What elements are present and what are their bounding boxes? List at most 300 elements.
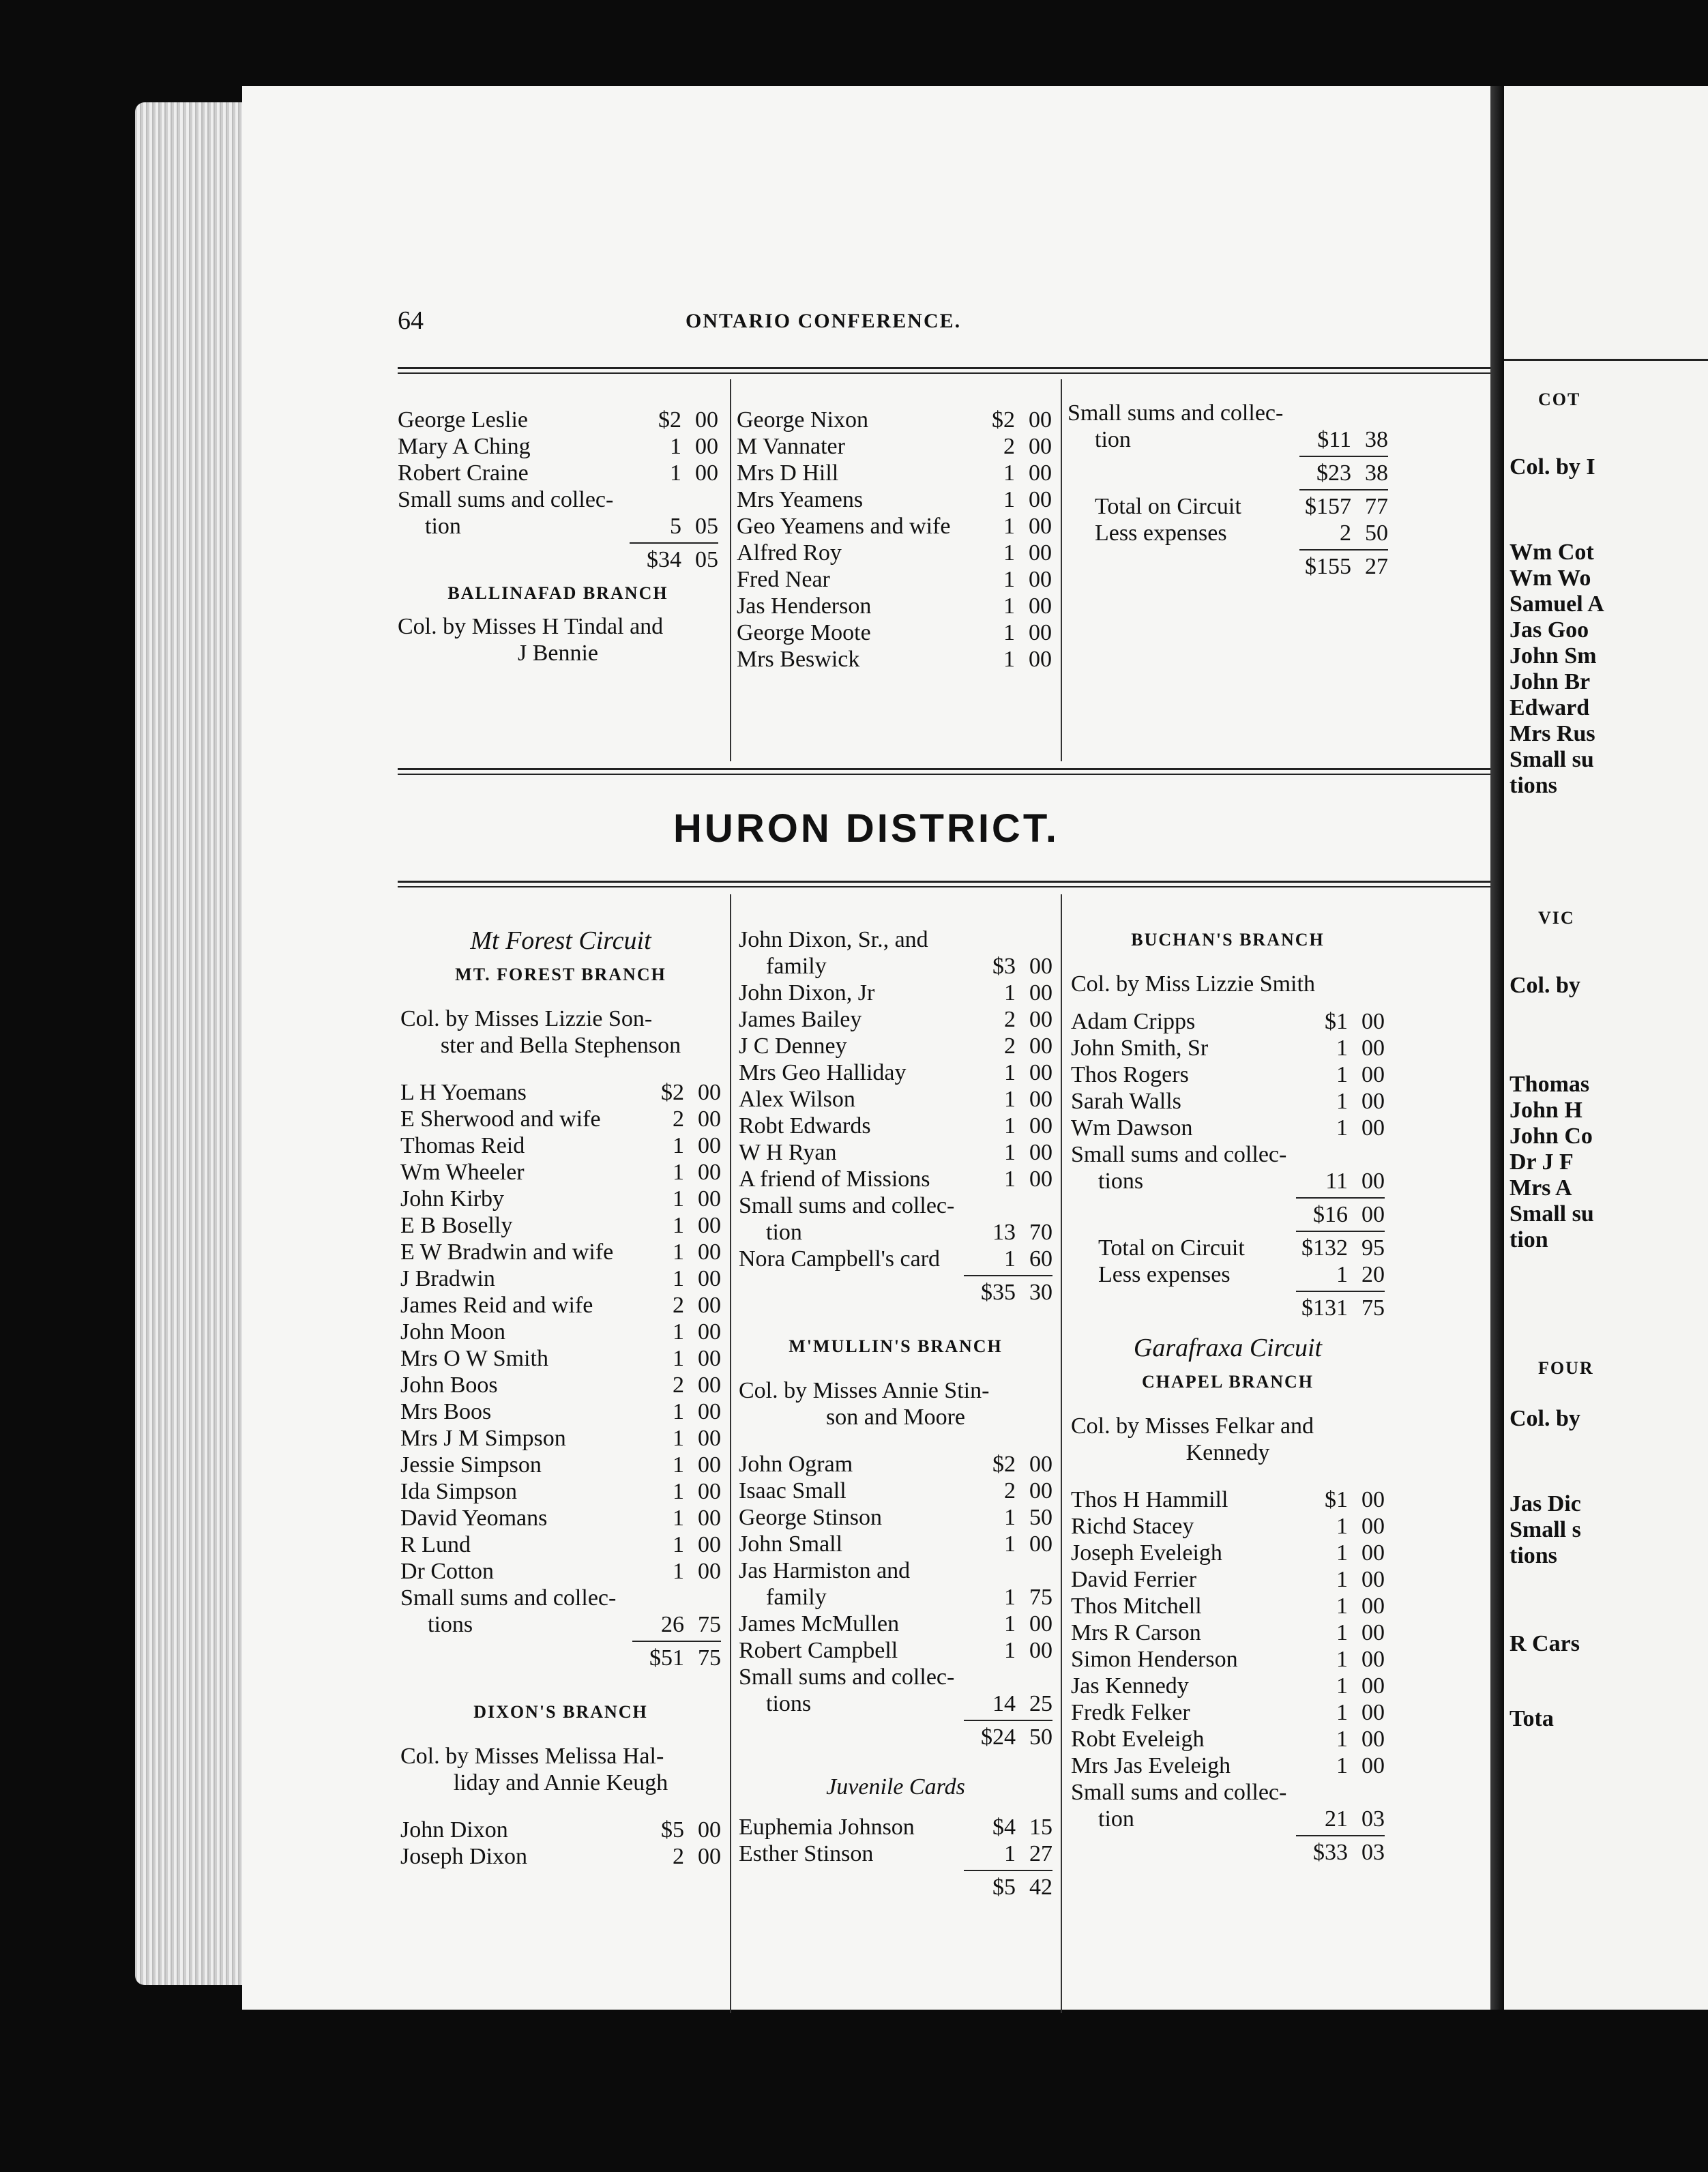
contributor-name: Mrs R Carson <box>1071 1620 1201 1645</box>
entry-line <box>739 1113 1052 1139</box>
amount-dollars: 1 <box>1336 1647 1348 1672</box>
contributor-name: James Bailey <box>739 1007 862 1032</box>
less-expenses: Less expenses 1 20 <box>1098 1262 1385 1287</box>
facing-page-text: Mrs A <box>1510 1175 1572 1201</box>
amount-dollars: 1 <box>1336 1700 1348 1725</box>
contributor-name: George Leslie <box>398 407 529 432</box>
entry-line <box>1071 1673 1385 1699</box>
amount-cents: 00 <box>1029 434 1052 459</box>
amount-dollars: 1 <box>1004 1166 1016 1192</box>
entry-line <box>400 1817 721 1843</box>
circuit-total: Total on Circuit $132 95 <box>1098 1235 1385 1261</box>
amount-cents: 00 <box>698 1186 721 1212</box>
small-sums-line: Small sums and collec- <box>1068 400 1284 426</box>
amount-cents: 00 <box>1361 1115 1385 1141</box>
contributor-name: Jas Kennedy <box>1071 1673 1189 1699</box>
entry-line <box>398 460 718 486</box>
facing-page-text: Col. by <box>1510 1406 1580 1431</box>
amount-cents: 00 <box>1029 487 1052 512</box>
contributor-name: Geo Yeamens and wife <box>737 514 951 539</box>
amount-cents: 00 <box>1361 1062 1385 1087</box>
entry-line <box>737 486 1052 513</box>
entry-line <box>739 1139 1052 1166</box>
facing-page-text: John Br <box>1510 669 1591 694</box>
amount-dollars: 1 <box>1003 540 1015 566</box>
amount-dollars: 1 <box>1003 487 1015 512</box>
entry-line <box>1071 1035 1385 1061</box>
entry-line: John Dixon, Sr., and <box>739 927 928 952</box>
amount-cents: 50 <box>1029 1505 1052 1530</box>
contributor-name: David Yeomans <box>400 1506 548 1531</box>
amount-dollars: $1 <box>1325 1487 1348 1512</box>
entry-line <box>1071 1540 1385 1566</box>
entry-line: Nora Campbell's card 1 60 <box>739 1246 1052 1272</box>
entry-line <box>739 1451 1052 1478</box>
branch-total: $51 75 <box>649 1645 721 1671</box>
total-rule <box>964 1870 1052 1871</box>
entry-line <box>1071 1486 1385 1513</box>
amount-dollars: 1 <box>673 1479 684 1504</box>
amount-dollars: $2 <box>992 407 1015 432</box>
running-head: ONTARIO CONFERENCE. <box>686 310 962 332</box>
amount-cents: 00 <box>1029 1113 1052 1139</box>
top-column-1 <box>398 407 718 666</box>
amount-dollars: $2 <box>992 1452 1016 1477</box>
amount-cents: 00 <box>698 1844 721 1869</box>
facing-page-text: Mrs Rus <box>1510 721 1595 746</box>
contributor-name: Mrs Yeamens <box>737 487 864 512</box>
collector-line: Col. by Misses Annie Stin- <box>739 1378 990 1403</box>
small-sums-line: tions 26 75 <box>428 1612 721 1637</box>
less-expenses: Less expenses 2 50 <box>1095 520 1388 546</box>
entry-line <box>1071 1646 1385 1673</box>
entry-line <box>400 1106 721 1132</box>
contributor-name: Mary A Ching <box>398 434 531 459</box>
amount-dollars: 1 <box>670 460 681 486</box>
amount-cents: 00 <box>698 1160 721 1185</box>
amount-dollars: 1 <box>673 1239 684 1265</box>
collector-line: Col. by Misses H Tindal and <box>398 614 664 639</box>
facing-page-text: Small su <box>1510 747 1594 772</box>
entry-line <box>400 1319 721 1345</box>
contributor-name: Mrs Boos <box>400 1399 492 1424</box>
contributor-name: James McMullen <box>739 1611 900 1637</box>
small-sums-line: Small sums and collec- <box>739 1664 955 1690</box>
contributor-name: J Bradwin <box>400 1266 495 1291</box>
amount-dollars: 1 <box>673 1399 684 1424</box>
contributor-name: M Vannater <box>737 434 845 459</box>
small-sums-line: Small sums and collec- <box>1071 1780 1287 1805</box>
contributor-name: John Boos <box>400 1373 498 1398</box>
page-number: 64 <box>398 306 424 335</box>
amount-cents: 00 <box>698 1506 721 1531</box>
amount-cents: 00 <box>1361 1514 1385 1539</box>
amount-dollars: 1 <box>1004 1087 1016 1112</box>
contributor-name: Thomas Reid <box>400 1133 525 1158</box>
amount-dollars: 1 <box>673 1506 684 1531</box>
entry-line <box>400 1079 721 1106</box>
amount-dollars: $2 <box>658 407 681 432</box>
district-title: HURON DISTRICT. <box>673 806 1059 851</box>
amount-dollars: 1 <box>1336 1594 1348 1619</box>
total-rule <box>1299 456 1388 457</box>
entry-line <box>400 1531 721 1558</box>
contributor-name: Mrs Beswick <box>737 647 860 672</box>
contributor-name: Wm Wheeler <box>400 1160 525 1185</box>
collector-line: ster and Bella Stephenson <box>440 1033 681 1058</box>
amount-cents: 00 <box>1361 1673 1385 1699</box>
amount-cents: 00 <box>1361 1487 1385 1512</box>
contributor-name: John Dixon, Jr <box>739 980 875 1006</box>
branch-total: $34 05 <box>647 547 718 572</box>
amount-dollars: 1 <box>673 1133 684 1158</box>
amount-dollars: 1 <box>1004 1113 1016 1139</box>
entry-line <box>400 1505 721 1531</box>
amount-cents: 00 <box>1361 1540 1385 1566</box>
total-rule <box>964 1720 1052 1721</box>
entry-line <box>400 1398 721 1425</box>
amount-cents: 00 <box>698 1266 721 1291</box>
entry-line <box>1071 1566 1385 1593</box>
total-rule <box>1299 489 1388 490</box>
amount-cents: 00 <box>1029 1611 1052 1637</box>
entry-line <box>737 540 1052 566</box>
amount-dollars: 2 <box>673 1106 684 1132</box>
facing-page-text: Col. by I <box>1510 454 1595 480</box>
contributor-name: John Ogram <box>739 1452 853 1477</box>
facing-page-text: Jas Dic <box>1510 1491 1581 1516</box>
header-rule <box>1504 359 1708 361</box>
small-sums-line: tion 13 70 <box>766 1220 1052 1245</box>
top-column-2 <box>737 407 1052 673</box>
amount-cents: 00 <box>1361 1647 1385 1672</box>
facing-page-text: John Co <box>1510 1124 1593 1149</box>
circuit-total: Total on Circuit $157 77 <box>1095 494 1388 519</box>
contributor-name: L H Yoemans <box>400 1080 527 1105</box>
contributor-name: Fred Near <box>737 567 830 592</box>
amount-cents: 00 <box>698 1080 721 1105</box>
entry-line <box>739 1086 1052 1113</box>
total-rule <box>964 1275 1052 1276</box>
amount-dollars: 1 <box>1336 1620 1348 1645</box>
amount-dollars: 2 <box>673 1373 684 1398</box>
subtotal: $16 00 <box>1313 1202 1385 1227</box>
circuit-heading: Mt Forest Circuit <box>470 926 651 955</box>
contributor-name: Joseph Eveleigh <box>1071 1540 1222 1566</box>
amount-dollars: 1 <box>1004 1140 1016 1165</box>
amount-cents: 00 <box>698 1293 721 1318</box>
entry-line: family $3 00 <box>766 954 1052 979</box>
branch-heading: MT. FOREST BRANCH <box>455 965 666 984</box>
contributor-name: George Moote <box>737 620 871 645</box>
entry-line <box>1071 1699 1385 1726</box>
collector-line: Col. by Misses Melissa Hal- <box>400 1744 664 1769</box>
page-edge-stack <box>135 102 251 1985</box>
branch-total: $5 42 <box>992 1875 1052 1900</box>
entry-line <box>400 1159 721 1186</box>
amount-dollars: 1 <box>673 1346 684 1371</box>
amount-cents: 00 <box>1361 1594 1385 1619</box>
subtotal: $23 38 <box>1316 460 1388 486</box>
contributor-name: E W Bradwin and wife <box>400 1239 614 1265</box>
contributor-name: R Lund <box>400 1532 471 1557</box>
entry-line <box>739 1478 1052 1504</box>
amount-dollars: 2 <box>1004 1007 1016 1032</box>
contributor-name: Sarah Walls <box>1071 1089 1181 1114</box>
total-rule <box>1296 1835 1385 1836</box>
amount-cents: 00 <box>698 1532 721 1557</box>
section-heading: Juvenile Cards <box>826 1774 965 1800</box>
column-divider <box>1061 379 1062 761</box>
contributor-name: Mrs J M Simpson <box>400 1426 566 1451</box>
entry-line <box>400 1212 721 1239</box>
contributor-name: John Small <box>739 1531 843 1557</box>
facing-page-text: Tota <box>1510 1706 1554 1731</box>
contributor-name: Jas Henderson <box>737 593 872 619</box>
facing-page-text: Small su <box>1510 1201 1594 1227</box>
entry-line <box>400 1558 721 1585</box>
total-rule <box>1296 1197 1385 1199</box>
amount-dollars: 1 <box>1336 1753 1348 1778</box>
amount-dollars: 1 <box>1004 1638 1016 1663</box>
contributor-name: Mrs Jas Eveleigh <box>1071 1753 1231 1778</box>
entry-line <box>739 1814 1052 1840</box>
total-rule <box>630 542 718 544</box>
contributor-name: Richd Stacey <box>1071 1514 1194 1539</box>
amount-dollars: 1 <box>1003 620 1015 645</box>
amount-cents: 00 <box>1361 1727 1385 1752</box>
entry-line <box>1071 1619 1385 1646</box>
entry-line <box>1071 1593 1385 1619</box>
total-rule <box>632 1641 721 1642</box>
facing-page-text: tions <box>1510 1543 1557 1568</box>
contributor-name: James Reid and wife <box>400 1293 593 1318</box>
entry-line <box>400 1345 721 1372</box>
collector-line: Col. by Misses Lizzie Son- <box>400 1006 653 1031</box>
entry-line <box>398 433 718 460</box>
entry-line <box>737 646 1052 673</box>
entry-line <box>737 566 1052 593</box>
entry-line <box>400 1425 721 1452</box>
contributor-name: Dr Cotton <box>400 1559 494 1584</box>
amount-cents: 00 <box>698 1373 721 1398</box>
entry-line <box>737 460 1052 486</box>
amount-dollars: 1 <box>1004 1505 1016 1530</box>
amount-dollars: 1 <box>1004 1841 1016 1866</box>
contributor-name: Fredk Felker <box>1071 1700 1190 1725</box>
amount-dollars: 1 <box>1003 647 1015 672</box>
facing-page-text: John H <box>1510 1098 1582 1123</box>
entry-line <box>1071 1008 1385 1035</box>
facing-page-text: FOUR <box>1538 1358 1594 1378</box>
branch-heading: DIXON'S BRANCH <box>473 1702 648 1722</box>
amount-cents: 00 <box>1029 1166 1052 1192</box>
amount-cents: 00 <box>1361 1700 1385 1725</box>
entry-line <box>400 1452 721 1478</box>
amount-cents: 00 <box>698 1426 721 1451</box>
amount-cents: 00 <box>698 1817 721 1843</box>
entry-line <box>1071 1088 1385 1115</box>
entry-line <box>739 1006 1052 1033</box>
contributor-name: Robert Campbell <box>739 1638 898 1663</box>
contributor-name: George Stinson <box>739 1505 882 1530</box>
entry-line: family 1 75 <box>766 1585 1052 1610</box>
branch-heading: M'MULLIN'S BRANCH <box>789 1336 1003 1356</box>
entry-line <box>739 1166 1052 1192</box>
amount-cents: 00 <box>698 1133 721 1158</box>
collector-line: Col. by Miss Lizzie Smith <box>1071 971 1315 997</box>
amount-cents: 00 <box>1029 567 1052 592</box>
amount-cents: 00 <box>695 407 718 432</box>
contributor-name: Robert Craine <box>398 460 529 486</box>
facing-page-text: Samuel A <box>1510 591 1604 617</box>
amount-cents: 00 <box>698 1559 721 1584</box>
contributor-name: Thos Mitchell <box>1071 1594 1202 1619</box>
entry-line <box>400 1132 721 1159</box>
entry-line <box>1071 1726 1385 1752</box>
contributor-name: Joseph Dixon <box>400 1844 528 1869</box>
amount-cents: 00 <box>1029 1478 1052 1503</box>
amount-dollars: 1 <box>1336 1115 1348 1141</box>
amount-dollars: 1 <box>673 1532 684 1557</box>
entry-line <box>739 1637 1052 1664</box>
section-rule <box>398 768 1619 770</box>
small-sums-line: tion $11 38 <box>1095 427 1388 452</box>
amount-cents: 00 <box>1029 1638 1052 1663</box>
facing-page-text: Jas Goo <box>1510 617 1589 643</box>
amount-cents: 00 <box>698 1479 721 1504</box>
amount-cents: 27 <box>1029 1841 1052 1866</box>
entry-line <box>400 1292 721 1319</box>
branch-total: $33 03 <box>1313 1840 1385 1865</box>
section-rule <box>398 881 1619 883</box>
amount-dollars: 1 <box>1336 1567 1348 1592</box>
amount-dollars: 1 <box>1336 1673 1348 1699</box>
amount-dollars: $2 <box>661 1080 684 1105</box>
amount-cents: 00 <box>1361 1567 1385 1592</box>
entry-line <box>1071 1752 1385 1779</box>
contributor-name: Wm Dawson <box>1071 1115 1193 1141</box>
small-sums-line: tions 14 25 <box>766 1691 1052 1716</box>
facing-page-text: Small s <box>1510 1517 1581 1542</box>
amount-dollars: 1 <box>1336 1727 1348 1752</box>
small-sums-line: Small sums and collec- <box>1071 1142 1287 1167</box>
small-sums-line: tions 11 00 <box>1098 1169 1385 1194</box>
amount-dollars: 1 <box>1003 567 1015 592</box>
amount-cents: 00 <box>1029 980 1052 1006</box>
amount-cents: 00 <box>698 1213 721 1238</box>
contributor-name: John Moon <box>400 1319 505 1345</box>
entry-line <box>739 1033 1052 1059</box>
amount-dollars: $5 <box>661 1817 684 1843</box>
amount-dollars: 1 <box>1336 1062 1348 1087</box>
amount-dollars: 1 <box>673 1559 684 1584</box>
amount-cents: 00 <box>698 1239 721 1265</box>
total-rule <box>1296 1231 1385 1232</box>
amount-dollars: 1 <box>1003 514 1015 539</box>
left-column <box>400 925 721 1870</box>
column-divider <box>730 379 731 761</box>
entry-line <box>737 593 1052 619</box>
branch-heading: CHAPEL BRANCH <box>1141 1372 1314 1392</box>
amount-cents: 00 <box>1361 1620 1385 1645</box>
contributor-name: John Kirby <box>400 1186 505 1212</box>
contributor-name: J C Denney <box>739 1033 847 1059</box>
amount-dollars: 1 <box>673 1213 684 1238</box>
page-gutter <box>1490 86 1504 2010</box>
amount-cents: 00 <box>698 1106 721 1132</box>
collector-line: son and Moore <box>826 1405 965 1430</box>
entry-line <box>739 1059 1052 1086</box>
amount-cents: 00 <box>1029 1452 1052 1477</box>
branch-heading: BUCHAN'S BRANCH <box>1131 930 1325 950</box>
net-total: $155 27 <box>1305 554 1388 579</box>
middle-column <box>739 926 1052 1900</box>
contributor-name: Mrs Geo Halliday <box>739 1060 907 1085</box>
amount-cents: 00 <box>1029 1033 1052 1059</box>
contributor-name: Mrs O W Smith <box>400 1346 548 1371</box>
entry-line <box>737 407 1052 433</box>
amount-cents: 00 <box>1029 1140 1052 1165</box>
contributor-name: Alex Wilson <box>739 1087 855 1112</box>
amount-dollars: 1 <box>673 1186 684 1212</box>
amount-cents: 00 <box>1029 1087 1052 1112</box>
column-divider <box>730 894 731 2013</box>
total-rule <box>1299 549 1388 551</box>
amount-dollars: 1 <box>673 1319 684 1345</box>
contributor-name: Jessie Simpson <box>400 1452 542 1478</box>
amount-cents: 00 <box>698 1399 721 1424</box>
facing-page-text: tion <box>1510 1227 1548 1252</box>
contributor-name: E Sherwood and wife <box>400 1106 601 1132</box>
amount-cents: 00 <box>1029 514 1052 539</box>
entry-line <box>739 1611 1052 1637</box>
amount-dollars: $1 <box>1325 1009 1348 1034</box>
facing-page-text: Col. by <box>1510 973 1580 998</box>
amount-dollars: 1 <box>1004 1611 1016 1637</box>
amount-cents: 15 <box>1029 1815 1052 1840</box>
entry-line <box>398 407 718 433</box>
amount-cents: 00 <box>1029 593 1052 619</box>
entry-line <box>1071 1115 1385 1141</box>
amount-dollars: 1 <box>673 1266 684 1291</box>
amount-cents: 00 <box>698 1452 721 1478</box>
entry-line <box>1071 1513 1385 1540</box>
facing-page-text: Wm Cot <box>1510 540 1594 565</box>
amount-dollars: 1 <box>673 1452 684 1478</box>
entry-line <box>400 1478 721 1505</box>
amount-dollars: 1 <box>1004 1060 1016 1085</box>
contributor-name: Isaac Small <box>739 1478 846 1503</box>
collector-line: Col. by Misses Felkar and <box>1071 1413 1314 1439</box>
amount-dollars: 1 <box>673 1160 684 1185</box>
section-rule-thin <box>398 774 1619 775</box>
section-rule-thin <box>398 886 1619 887</box>
entry-line <box>737 433 1052 460</box>
contributor-name: Thos H Hammill <box>1071 1487 1228 1512</box>
contributor-name: Esther Stinson <box>739 1841 874 1866</box>
contributor-name: John Dixon <box>400 1817 508 1843</box>
total-rule <box>1296 1291 1385 1292</box>
entry-line <box>400 1186 721 1212</box>
contributor-name: Simon Henderson <box>1071 1647 1238 1672</box>
amount-dollars: 1 <box>1336 1514 1348 1539</box>
contributor-name: Robt Eveleigh <box>1071 1727 1205 1752</box>
facing-page-fragment <box>1504 86 1708 2010</box>
branch-total: $24 50 <box>981 1725 1052 1750</box>
entry-line <box>400 1843 721 1870</box>
contributor-name: Alfred Roy <box>737 540 842 566</box>
